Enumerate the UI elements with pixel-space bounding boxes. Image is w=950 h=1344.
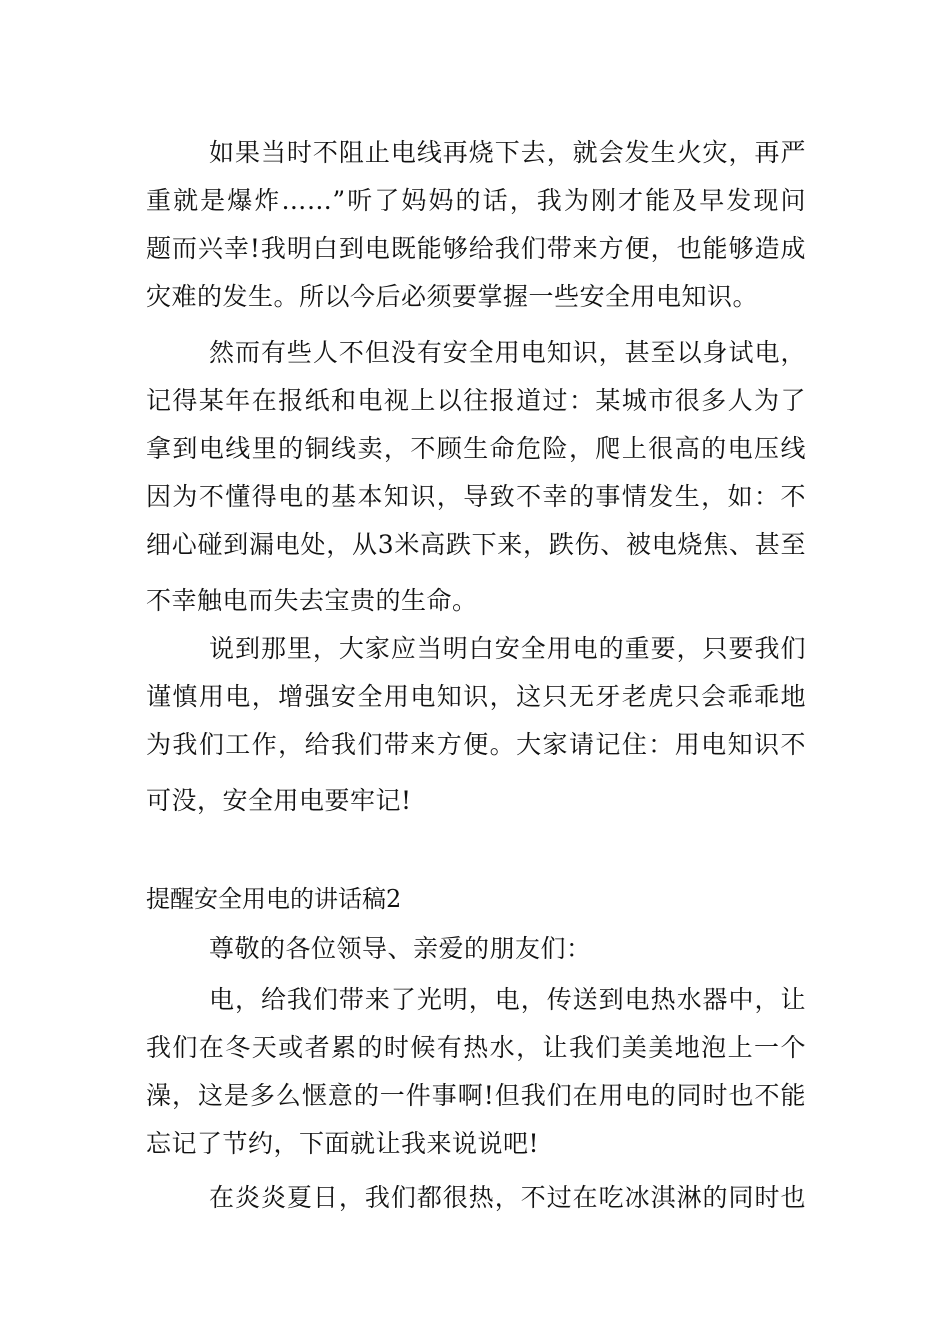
paragraph-line: 可没，安全用电要牢记!: [146, 786, 412, 815]
paragraph-line: 题而兴幸!我明白到电既能够给我们带来方便，也能够造成: [146, 234, 806, 263]
paragraph-line: 细心碰到漏电处，从3米高跌下来，跌伤、被电烧焦、甚至: [146, 530, 806, 559]
paragraph-line: 谨慎用电，增强安全用电知识，这只无牙老虎只会乖乖地: [146, 682, 806, 711]
paragraph-line: 因为不懂得电的基本知识，导致不幸的事情发生，如：不: [146, 482, 806, 511]
paragraph-line: 如果当时不阻止电线再烧下去，就会发生火灾，再严: [209, 138, 806, 167]
paragraph-line: 记得某年在报纸和电视上以往报道过：某城市很多人为了: [146, 386, 806, 415]
paragraph-line: 灾难的发生。所以今后必须要掌握一些安全用电知识。: [146, 282, 759, 311]
paragraph-line: 电，给我们带来了光明，电，传送到电热水器中，让: [209, 985, 806, 1014]
greeting: 尊敬的各位领导、亲爱的朋友们：: [209, 934, 592, 963]
paragraph-line: 拿到电线里的铜线卖，不顾生命危险，爬上很高的电压线: [146, 434, 806, 463]
paragraph-line: 在炎炎夏日，我们都很热，不过在吃冰淇淋的同时也: [209, 1183, 806, 1212]
paragraph-line: 澡，这是多么惬意的一件事啊!但我们在用电的同时也不能: [146, 1081, 806, 1110]
paragraph-line: 重就是爆炸……”听了妈妈的话，我为刚才能及早发现问: [146, 186, 806, 215]
paragraph-line: 说到那里，大家应当明白安全用电的重要，只要我们: [209, 634, 806, 663]
paragraph-line: 不幸触电而失去宝贵的生命。: [146, 586, 478, 615]
paragraph-line: 我们在冬天或者累的时候有热水，让我们美美地泡上一个: [146, 1033, 806, 1062]
section-title: 提醒安全用电的讲话稿2: [146, 885, 402, 913]
paragraph-line: 为我们工作，给我们带来方便。大家请记住：用电知识不: [146, 730, 806, 759]
paragraph-line: 然而有些人不但没有安全用电知识，甚至以身试电，: [209, 338, 806, 367]
paragraph-line: 忘记了节约，下面就让我来说说吧!: [146, 1129, 540, 1158]
